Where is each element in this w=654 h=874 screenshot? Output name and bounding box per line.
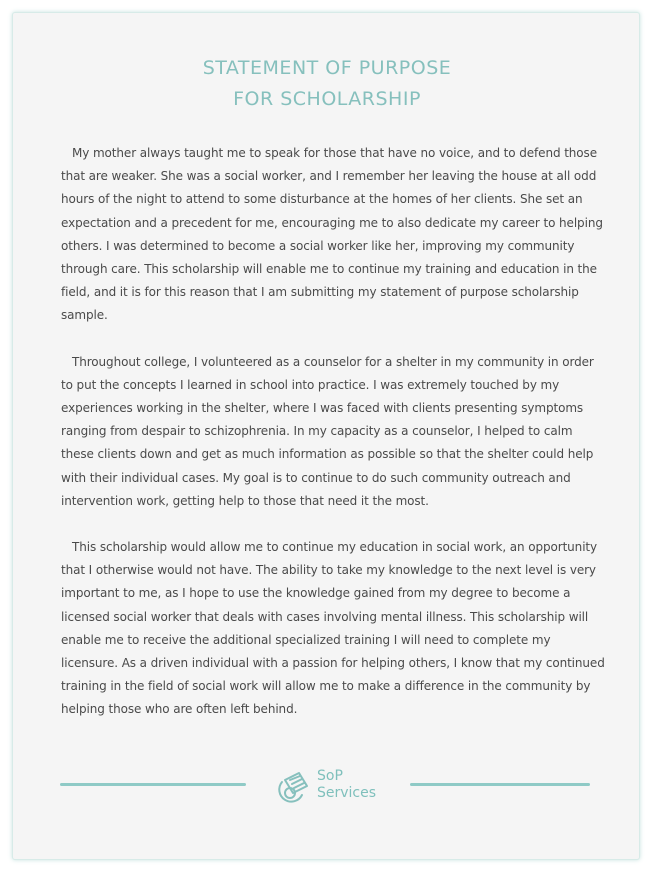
paragraph-1: My mother always taught me to speak for those that have no voice, and to defend those that are weaker. She was a social worker, and I remember her leaving the house at all odd hours of the night to attend to some disturbance at the homes of her clients. She set an expectation and a precedent for me, encouraging me to also dedicate my career to helping others. I was determined to become a social worker like her, improving my community through care. This scholarship will enable me to continue my training and education in the field, and it is for this reason that I am submitting my statement of purpose scholarship sample. <box>61 146 603 323</box>
logo-text-line-1: SoP <box>317 768 343 784</box>
document-page <box>12 12 640 860</box>
logo-text-line-2: Services <box>317 785 377 801</box>
title-line-2: FOR SCHOLARSHIP <box>233 88 421 110</box>
document-body <box>61 142 607 745</box>
footer-divider-left <box>60 783 246 786</box>
paragraph-2: Throughout college, I volunteered as a counselor for a shelter in my community in order to put the concepts I learned in school into practice. I was extremely touched by my experiences working in the shelter, where I was faced with clients presenting symptoms ranging from despair to schizophrenia. In my capacity as a counselor, I helped to calm these clients down and get as much information as possible so that the shelter could help with their individual cases. My goal is to continue to do such community outreach and intervention work, getting help to those that need it the most. <box>61 354 594 508</box>
logo-wordmark <box>317 768 376 802</box>
page-title <box>13 53 641 115</box>
paragraph-3: This scholarship would allow me to continue my education in social work, an opportunity that I otherwise would not have. The ability to take my knowledge to the next level is very important to me, as I hope to use the knowledge gained from my degree to become a licensed social worker that deals with cases involving mental illness. This scholarship will enable me to receive the additional specialized training I will need to complete my licensure. As a driven individual with a passion for helping others, I know that my continued training in the field of social work will allow me to make a difference in the community by helping those who are often left behind. <box>61 540 605 717</box>
footer-divider-right <box>410 783 590 786</box>
title-line-1: STATEMENT OF PURPOSE <box>202 57 452 79</box>
stamp-document-icon <box>275 768 313 804</box>
